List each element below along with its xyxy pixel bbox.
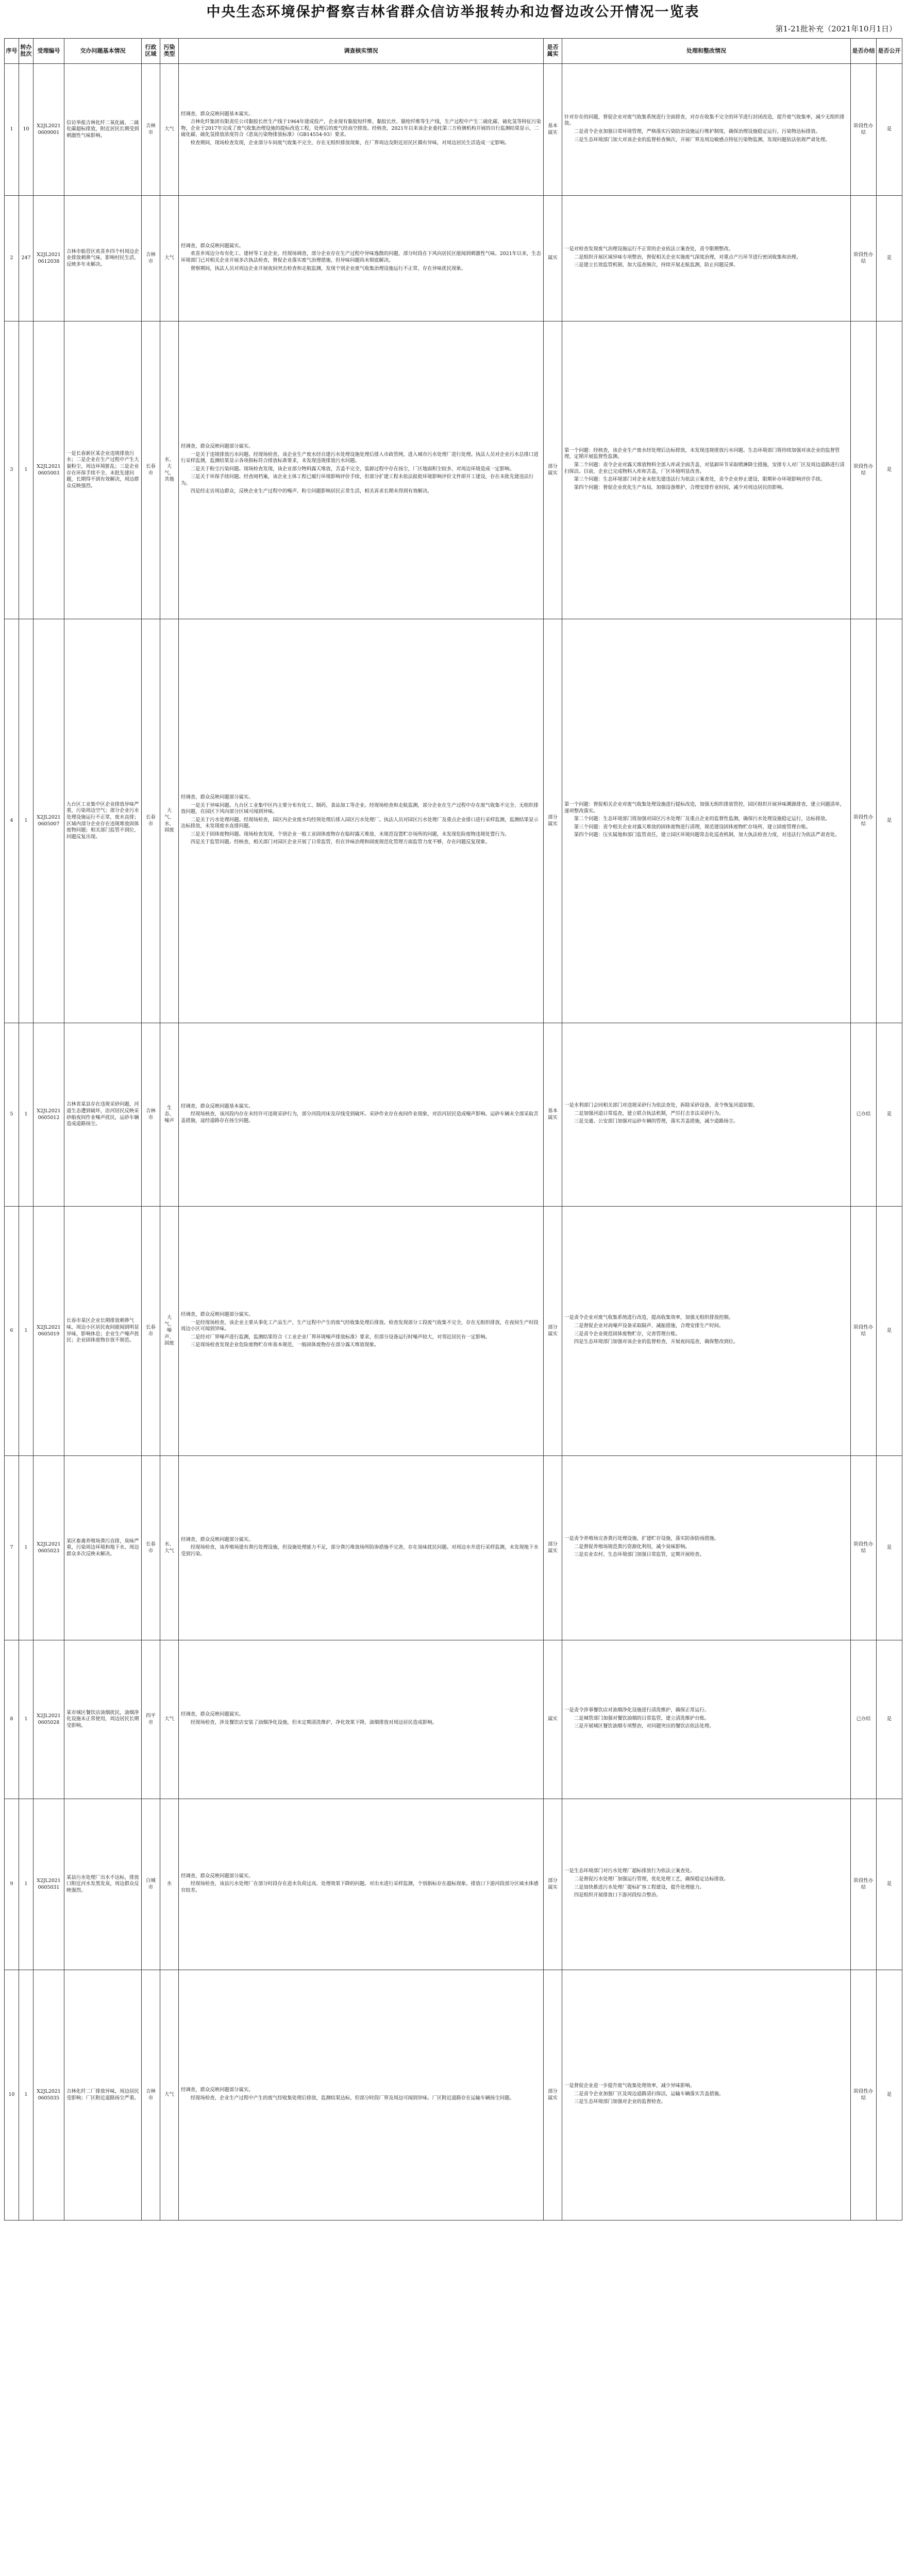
- cell-public: 是: [877, 619, 902, 1023]
- cell-handling: [562, 1799, 851, 1970]
- cell-verified: 部分属实: [544, 321, 562, 619]
- table-header-row: [5, 39, 902, 64]
- cell-investigation-paragraph: 二是关于污水处理问题。经现场检查，园区内企业废水均经预处理后排入园区污水处理厂。执法人员对园区污水处理厂及重点企业排口进行采样监测，监测结果显示达标排放，未发现废水直排问题。: [181, 817, 539, 829]
- cell-batch: 1: [19, 1207, 33, 1456]
- cell-verified: 部分属实: [544, 1970, 562, 2221]
- cell-seq: 9: [5, 1799, 19, 1970]
- cell-investigation-paragraph: 四是关于监管问题。经核查，相关部门对园区企业开展了日常监管，但在异味治理和固废规范化管理方面监管力度不够，存在问题反复现象。: [190, 839, 491, 845]
- cell-complaint: 某市城区餐饮店油烟扰民，油烟净化设施未正常使用，周边居民长期受影响。: [64, 1640, 142, 1799]
- table-row: [5, 1456, 902, 1640]
- cell-accountability: 阶段性办结: [851, 321, 877, 619]
- cell-handling-paragraph: 一是督促企业进一步提升废气收集处理效率，减少异味影响。: [564, 2083, 695, 2089]
- table-row: [5, 321, 902, 619]
- header-case-no: 受理编号: [33, 39, 64, 64]
- cell-region: 四平市: [142, 1640, 160, 1799]
- cell-handling-paragraph: 三是农业农村、生态环境部门加强日常监管，定期开展检查。: [574, 1552, 704, 1558]
- cell-investigation: [179, 1970, 544, 2221]
- header-investigation: 调查核实情况: [179, 39, 544, 64]
- cell-handling-paragraph: 一是生态环境部门对污水处理厂超标排放行为依法立案查处。: [564, 1868, 695, 1874]
- cell-handling-paragraph: 二是督促污水处理厂加强运行管理，优化处理工艺，确保稳定达标排放。: [574, 1876, 729, 1882]
- cell-handling-paragraph: 一是责令涉事餐饮店对油烟净化设施进行清洗维护，确保正常运行。: [564, 1707, 710, 1714]
- cell-handling-paragraph: 第二个问题：责令企业对露天堆放物料全部入库或全面苫盖，对装卸环节采取喷淋降尘措施，安排专人对厂区及周边道路进行清扫保洁。目前，企业已完成物料入库和苫盖，厂区环境明显改善。: [564, 462, 845, 474]
- cell-verified: 基本属实: [544, 64, 562, 196]
- cell-investigation-paragraph: 经调查，群众反映问题部分属实。: [181, 794, 254, 800]
- cell-investigation-paragraph: 经调查，群众反映问题部分属实。: [181, 443, 254, 449]
- cell-region: 吉林市: [142, 64, 160, 196]
- cell-handling-paragraph: 二是督促养殖场规范粪污资源化利用，减少臭味影响。: [574, 1544, 690, 1550]
- cell-investigation-paragraph: 经调查，群众反映问题属实。: [181, 1711, 244, 1717]
- cell-investigation: [179, 321, 544, 619]
- cell-public: 是: [877, 1023, 902, 1207]
- cell-pollution-type: 水、大气、其他: [160, 321, 179, 619]
- cell-seq: 8: [5, 1640, 19, 1799]
- header-verified: 是否属实: [544, 39, 562, 64]
- cell-region: 长春市: [142, 619, 160, 1023]
- cell-complaint: 长春市某区企业长期排放刺鼻气味，周边小区居民夜间能闻到明显异味，影响休息；企业生产噪声扰民；企业固体废物存放不规范。: [64, 1207, 142, 1456]
- cell-case-no: X2JL20210609001: [33, 64, 64, 196]
- cell-investigation: [179, 1640, 544, 1799]
- cell-region: 长春市: [142, 1207, 160, 1456]
- cell-pollution-type: 大气: [160, 1640, 179, 1799]
- cell-complaint: 吉林化纤二厂排放异味，周边居民受影响；厂区附近道路扬尘严重。: [64, 1970, 142, 2221]
- cell-accountability: 已办结: [851, 1640, 877, 1799]
- cell-investigation-paragraph: 二是经对厂界噪声进行监测，监测结果符合《工业企业厂界环境噪声排放标准》要求，但部分设备运行时噪声较大，对邻近居民有一定影响。: [190, 1334, 491, 1340]
- cell-accountability: 阶段性办结: [851, 196, 877, 321]
- cell-seq: 1: [5, 64, 19, 196]
- cell-accountability: 阶段性办结: [851, 1970, 877, 2221]
- cell-handling-paragraph: 四是生态环境部门加强对该企业的监督检查，开展夜间巡查，确保整改到位。: [574, 1339, 739, 1345]
- cell-pollution-type: 大气: [160, 1970, 179, 2221]
- cell-pollution-type: 生态、噪声: [160, 1023, 179, 1207]
- cell-batch: 1: [19, 1023, 33, 1207]
- cell-investigation-paragraph: 经调查，群众反映问题部分属实。: [181, 1873, 254, 1879]
- header-batch: 转办批次: [19, 39, 33, 64]
- cell-handling: [562, 1970, 851, 2221]
- cell-public: 是: [877, 1207, 902, 1456]
- cell-investigation: [179, 1023, 544, 1207]
- cell-region: 吉林市: [142, 1970, 160, 2221]
- cell-public: 是: [877, 1799, 902, 1970]
- cell-batch: 1: [19, 1456, 33, 1640]
- cell-handling: [562, 1640, 851, 1799]
- header-accountability: 是否办结: [851, 39, 877, 64]
- cell-handling: [562, 64, 851, 196]
- cell-handling: [562, 196, 851, 321]
- cell-case-no: X2JL20210605007: [33, 619, 64, 1023]
- cell-handling-paragraph: 三是建立长效监管机制，加大巡查频次，持续开展走航监测，防止问题反弹。: [574, 262, 739, 268]
- cell-handling-paragraph: 一是水利部门会同相关部门对违规采砂行为依法查处，拆除采砂设备，责令恢复河道原貌。: [564, 1103, 758, 1109]
- cell-investigation-paragraph: 检查期间，现场检查发现，企业部分车间废气收集不完全，存在无组织排放现象，在厂界周边及附近居民区偶有异味，对周边居民生活造成一定影响。: [190, 140, 510, 146]
- cell-pollution-type: 大气、噪声、固废: [160, 1207, 179, 1456]
- cell-seq: 2: [5, 196, 19, 321]
- cell-case-no: X2JL20210605003: [33, 321, 64, 619]
- header-pollution-type: 污染类型: [160, 39, 179, 64]
- cell-complaint: 一是长春新区某企业违规排放污水；二是企业在生产过程中产生大量粉尘，周边环境脏乱；三是企业存在环保手续不全、未批先建问题，长期得不到有效解决，周边群众反映强烈。: [64, 321, 142, 619]
- cell-investigation-paragraph: 经调查，群众反映问题基本属实。: [181, 111, 254, 117]
- cell-region: 长春市: [142, 321, 160, 619]
- cell-handling-paragraph: 针对存在的问题，督促企业对废气收集系统进行全面排查，对存在收集不完全的环节进行封闭改造，提升废气收集率，减少无组织排放。: [564, 114, 845, 127]
- cell-investigation: [179, 1456, 544, 1640]
- cell-public: 是: [877, 196, 902, 321]
- header-region: 行政区域: [142, 39, 160, 64]
- cell-investigation-paragraph: 经现场检查，该养殖场建有粪污处理设施，但设施处理能力不足，部分粪污堆放场所防渗措施不完善，存在臭味扰民问题。对周边水井进行采样监测，未发现地下水受到污染。: [181, 1545, 539, 1557]
- cell-region: 吉林市: [142, 1023, 160, 1207]
- cell-pollution-type: 水: [160, 1799, 179, 1970]
- cell-seq: 3: [5, 321, 19, 619]
- cell-accountability: 阶段性办结: [851, 1799, 877, 1970]
- cell-investigation-paragraph: 经现场检查，企业生产过程中产生的废气经收集处理后排放，监测结果达标，但部分时段厂界及周边可闻到异味。厂区附近道路存在运输车辆扬尘问题。: [190, 2095, 514, 2101]
- cell-seq: 4: [5, 619, 19, 1023]
- cell-investigation-paragraph: 三是现场检查发现企业危险废物贮存库基本规范，一般固体废物存在部分露天堆放现象。: [190, 1342, 379, 1348]
- cell-accountability: 阶段性办结: [851, 1207, 877, 1456]
- cell-complaint: 某区畜禽养殖场粪污直排，臭味严重，污染周边环境和地下水，周边群众多次反映未解决。: [64, 1456, 142, 1640]
- cell-seq: 6: [5, 1207, 19, 1456]
- cell-region: 吉林市: [142, 196, 160, 321]
- cell-handling-paragraph: 三是开展城区餐饮油烟专项整治，对问题突出的餐饮店依法处理。: [574, 1723, 714, 1730]
- cases-table: [4, 38, 902, 2221]
- cell-region: 白城市: [142, 1799, 160, 1970]
- cell-verified: 属实: [544, 196, 562, 321]
- cell-pollution-type: 水、大气: [160, 1456, 179, 1640]
- cell-batch: 247: [19, 196, 33, 321]
- cell-handling-paragraph: 第三个问题：责令相关企业对露天堆放的固体废物进行清理，规范建设固体废物贮存场所，建立固废管理台账。: [574, 824, 811, 830]
- cell-verified: 部分属实: [544, 1456, 562, 1640]
- cell-handling-paragraph: 第一个问题：经核查，该企业生产废水经处理后达标排放，未发现违规排放污水问题。生态环境部门将持续加强对该企业的监督管理，定期开展监督性监测。: [564, 447, 840, 460]
- cell-handling: [562, 321, 851, 619]
- cell-investigation-paragraph: 经调查，群众反映问题部分属实。: [181, 2087, 254, 2093]
- cell-handling-paragraph: 一是责令养殖场完善粪污处理设施，扩建贮存设施，落实防渗防雨措施。: [564, 1536, 719, 1542]
- page-title: 中央生态环境保护督察吉林省群众信访举报转办和边督边改公开情况一览表: [206, 4, 700, 20]
- cell-complaint: 吉林省某县存在违规采砂问题，河道生态遭到破坏，沿河居民反映采砂船夜间作业噪声扰民，运砂车辆造成道路扬尘。: [64, 1023, 142, 1207]
- header-seq: 序号: [5, 39, 19, 64]
- cell-pollution-type: 大气: [160, 196, 179, 321]
- cell-handling-paragraph: 二是城管部门加强对餐饮油烟的日常监管，建立清洗维护台账。: [574, 1715, 710, 1721]
- header-handling: 处理和整改情况: [562, 39, 851, 64]
- cell-investigation: [179, 196, 544, 321]
- cell-verified: 部分属实: [544, 1207, 562, 1456]
- cell-investigation-paragraph: 二是关于粉尘污染问题。现场检查发现，该企业部分物料露天堆放，苫盖不完全，装卸过程中存在扬尘，厂区地面积尘较多，对周边环境造成一定影响。: [190, 466, 514, 472]
- cell-complaint: 九台区工业集中区企业排放异味严重，污染周边空气；部分企业污水处理设施运行不正常，废水直排；区域内部分企业存在违规堆放固体废物问题；相关部门监管不到位，问题反复出现。: [64, 619, 142, 1023]
- cell-public: 是: [877, 1640, 902, 1799]
- cell-batch: 1: [19, 1970, 33, 2221]
- cell-accountability: 已办结: [851, 1023, 877, 1207]
- cell-verified: 部分属实: [544, 1799, 562, 1970]
- cell-pollution-type: 大气、水、固废: [160, 619, 179, 1023]
- table-body: [5, 64, 902, 2221]
- cell-case-no: X2JL20210605019: [33, 1207, 64, 1456]
- cell-handling-paragraph: 第四个问题：压实属地和部门监管责任，建立园区环境问题常态化巡查机制，加大执法检查力度，对违法行为依法严肃查处。: [574, 832, 840, 838]
- page-subtitle: 第1-21批补充（2021年10月1日）: [775, 24, 897, 33]
- cell-investigation-paragraph: 经调查，群众反映问题属实。: [181, 243, 244, 249]
- cell-seq: 5: [5, 1023, 19, 1207]
- cell-batch: 1: [19, 1799, 33, 1970]
- cell-handling-paragraph: 第四个问题：督促企业优化生产布局，加强设备维护，合理安排作业时间，减少对周边居民的影响。: [574, 484, 787, 490]
- cell-handling-paragraph: 三是生态环境部门加大对该企业的监督检查频次，开展厂界及周边敏感点特征污染物监测，发现问题依法依规严肃处理。: [574, 137, 830, 143]
- cell-verified: 基本属实: [544, 1023, 562, 1207]
- cell-handling-paragraph: 三是生态环境部门加强对企业的监督检查。: [574, 2099, 666, 2105]
- cell-pollution-type: 大气: [160, 64, 179, 196]
- table-row: [5, 619, 902, 1023]
- cell-investigation: [179, 1207, 544, 1456]
- cell-investigation-paragraph: 经现场检查，涉及餐饮店安装了油烟净化设施，但未定期清洗维护，净化效果下降，油烟排放对周边居民造成影响。: [190, 1719, 437, 1725]
- header-complaint: 交办问题基本情况: [64, 39, 142, 64]
- cell-case-no: X2JL20210605031: [33, 1799, 64, 1970]
- cell-investigation: [179, 1799, 544, 1970]
- cell-handling-paragraph: 二是督促企业对高噪声设备采取隔声、减振措施，合理安排生产时间。: [574, 1323, 724, 1329]
- table-row: [5, 1799, 902, 1970]
- cell-handling-paragraph: 三是交通、公安部门加强对运砂车辆的管理，落实苫盖措施，减少道路扬尘。: [574, 1118, 739, 1125]
- cell-handling-paragraph: 四是组织开展排放口下游河段综合整治。: [574, 1892, 661, 1899]
- cell-investigation-paragraph: 欢喜乡周边分布有化工、建材等工业企业，经现场调查，部分企业存在生产过程中异味逸散的问题，部分时段在下风向居民区能闻到刺激性气味。2021年以来，生态环境部门已对相关企业开展多次执法检查，督促企业落实废气治理措施，但异味问题尚未彻底解决。: [181, 251, 541, 263]
- cell-handling-paragraph: 一是责令企业对废气收集系统进行改造，提高收集效率，加强无组织排放控制。: [564, 1315, 734, 1321]
- cell-investigation-paragraph: 经调查，群众反映问题基本属实。: [181, 1103, 254, 1109]
- cell-investigation-paragraph: 经调查，群众反映问题部分属实。: [181, 1312, 254, 1318]
- cell-investigation: [179, 619, 544, 1023]
- cell-handling-paragraph: 三是加快推进污水处理厂提标扩容工程建设，提升处理能力。: [574, 1884, 704, 1890]
- cell-public: 是: [877, 321, 902, 619]
- cell-case-no: X2JL20210605012: [33, 1023, 64, 1207]
- cell-investigation-paragraph: 一是关于异味问题。九台区工业集中区内主要分布有化工、制药、食品加工等企业。经现场检查和走航监测，部分企业在生产过程中存在废气收集不完全、无组织排放问题，在园区下风向部分区域可闻到异味。: [181, 802, 539, 815]
- cell-handling: [562, 619, 851, 1023]
- cell-batch: 1: [19, 1640, 33, 1799]
- cell-seq: 7: [5, 1456, 19, 1640]
- cell-handling: [562, 1207, 851, 1456]
- cell-handling: [562, 1456, 851, 1640]
- cell-case-no: X2JL20210605028: [33, 1640, 64, 1799]
- cell-handling: [562, 1023, 851, 1207]
- cell-investigation-paragraph: 四是经走访周边群众，反映企业生产过程中的噪声、粉尘问题影响居民正常生活，相关诉求长期未得到有效解决。: [190, 488, 432, 495]
- cell-investigation-paragraph: 经现场核查，该河段内存在未经许可违规采砂行为，部分河段河床及岸线受到破坏。采砂作业存在夜间作业现象，对沿河居民造成噪声影响。运砂车辆未全部采取苫盖措施，途经道路存在扬尘问题。: [181, 1111, 539, 1124]
- cell-accountability: 阶段性办结: [851, 1456, 877, 1640]
- cell-investigation: [179, 64, 544, 196]
- cell-public: 是: [877, 1456, 902, 1640]
- cell-handling-paragraph: 二是责令企业加强日常环境管理，严格落实污染防治设施运行维护制度，确保治理设施稳定运行，污染物达标排放。: [574, 129, 820, 134]
- cell-verified: 部分属实: [544, 619, 562, 1023]
- cell-handling-paragraph: 第二个问题：生态环境部门将加强对园区污水处理厂及重点企业的监督性监测，确保污水处理设施稳定运行，达标排放。: [574, 816, 830, 822]
- cell-accountability: 阶段性办结: [851, 64, 877, 196]
- cell-investigation-paragraph: 吉林化纤集团有限责任公司黏胶长丝生产线于1964年建成投产，企业现有黏胶短纤维、黏胶长丝、腈纶纤维等生产线，生产过程中产生二硫化碳、硫化氢等特征污染物，企业于2017年完成了废气收集治理设施的提标改造工程，处理后的废气经高空排放。经核查，2021年以来该企业委托第三方检测机构开展的自行监测结果显示，二硫化碳、硫化氢排放浓度符合《恶臭污染物排放标准》（GB14554-93）要求。: [181, 119, 541, 138]
- cell-investigation-paragraph: 经现场检查，该县污水处理厂在部分时段存在进水负荷过高、处理效果下降的问题。对出水进行采样监测，个别指标存在超标现象。排放口下游河段部分区域水体感官较差。: [181, 1881, 539, 1893]
- cell-investigation-paragraph: 三是关于固体废物问题。现场检查发现，个别企业一般工业固体废物存在临时露天堆放、未规范设置贮存场所的问题，未发现危险废物违规处置行为。: [190, 831, 510, 837]
- cell-verified: 属实: [544, 1640, 562, 1799]
- table-row: [5, 1640, 902, 1799]
- cell-investigation-paragraph: 一是关于违规排放污水问题。经现场检查，该企业生产废水经自建污水处理设施处理后排入市政管网，进入城市污水处理厂进行处理。执法人员对企业污水总排口进行采样监测，监测结果显示各项指标符合排放标准要求，未发现违规排放污水问题。: [181, 451, 539, 464]
- table-row: [5, 1207, 902, 1456]
- cell-handling-paragraph: 二是责令企业加强厂区及周边道路清扫保洁，运输车辆落实苫盖措施。: [574, 2091, 724, 2097]
- table-row: [5, 1023, 902, 1207]
- table-row: [5, 196, 902, 321]
- cell-complaint: 某县污水处理厂出水不达标，排放口附近河水发黑发臭，周边群众反映强烈。: [64, 1799, 142, 1970]
- cell-batch: 10: [19, 64, 33, 196]
- cell-handling-paragraph: 第三个问题：生态环境部门对企业未批先建违法行为依法立案查处，责令企业停止建设，限期补办环境影响评价手续。: [574, 477, 826, 483]
- cell-complaint: 信访举报吉林化纤二氧化硫、二硫化碳超标排放，附近居民长期受到刺激性气味影响。: [64, 64, 142, 196]
- cell-region: 长春市: [142, 1456, 160, 1640]
- cell-complaint: 吉林市船营区欢喜乡四个村周边企业排放刺鼻气味，影响村民生活，反映多年未解决。: [64, 196, 142, 321]
- cell-seq: 10: [5, 1970, 19, 2221]
- cell-investigation-paragraph: 三是关于环保手续问题。经查阅档案，该企业主体工程已履行环境影响评价手续，但部分扩建工程未依法报批环境影响评价文件即开工建设，存在未批先建违法行为。: [181, 474, 534, 486]
- cell-case-no: X2JL20210605035: [33, 1970, 64, 2221]
- cell-investigation-paragraph: 经调查，群众反映问题部分属实。: [181, 1536, 254, 1543]
- cell-batch: 1: [19, 321, 33, 619]
- cell-case-no: X2JL20210612038: [33, 196, 64, 321]
- cell-handling-paragraph: 第一个问题：督促相关企业对废气收集处理设施进行提标改造，加强无组织排放管控，园区组织开展异味溯源排查，建立问题清单，逐项整改落实。: [564, 802, 845, 814]
- cell-handling-paragraph: 二是加强河道日常巡查，建立联合执法机制，严厉打击非法采砂行为。: [574, 1110, 724, 1116]
- cell-investigation-paragraph: 一是经现场检查，该企业主要从事化工产品生产，生产过程中产生的废气经收集处理后排放。检查发现部分工段废气收集不完全，存在无组织排放，在夜间生产时段周边小区可闻到异味。: [181, 1319, 539, 1332]
- cell-public: 是: [877, 64, 902, 196]
- cell-investigation-paragraph: 督察期间，执法人员对周边企业开展夜间突击检查和走航监测，发现个别企业废气收集治理设施运行不正常，存在异味扰民现象。: [190, 265, 466, 272]
- cell-batch: 1: [19, 619, 33, 1023]
- cell-public: 是: [877, 1970, 902, 2221]
- cell-handling-paragraph: 二是组织开展区域异味专项整治，督促相关企业实施废气深度治理，对重点产污环节进行密闭收集和治理。: [574, 254, 801, 260]
- table-row: [5, 64, 902, 196]
- header-public: 是否公开: [877, 39, 902, 64]
- cell-accountability: 阶段性办结: [851, 619, 877, 1023]
- table-row: [5, 1970, 902, 2221]
- cell-handling-paragraph: 三是责令企业规范固体废物贮存，完善管理台账。: [574, 1331, 681, 1337]
- cell-handling-paragraph: 一是对检查发现废气治理设施运行不正常的企业依法立案查处，责令限期整改。: [564, 246, 734, 252]
- cell-case-no: X2JL20210605023: [33, 1456, 64, 1640]
